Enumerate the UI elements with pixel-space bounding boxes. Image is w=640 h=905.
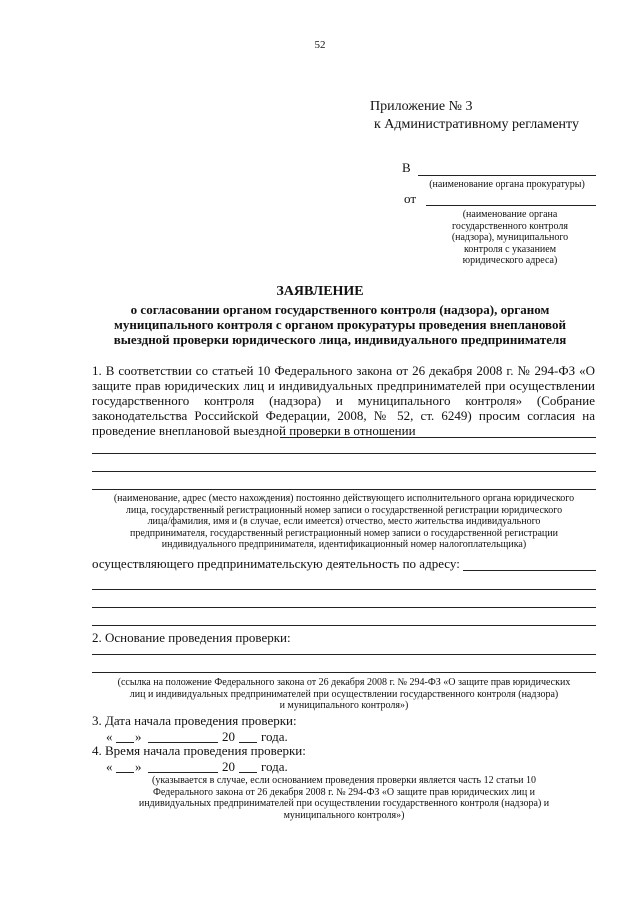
to-field-line (418, 175, 596, 176)
section-2-line-1 (92, 654, 596, 655)
section-1-line-2 (92, 471, 596, 472)
section-1-note: (наименование, адрес (место нахождения) постоянно действующего исполнительного органа юридического лица, государственный регистрационный номер записи о государственной регистрации юридического лица/фамилия, имя и (в случае, если имеется) отчество, место жительства индивидуального предпринимателя, государственный регистрационный номер записи о государственной регистрации индивидуального предпринимателя, идентификационный номер налогоплательщика) (113, 493, 575, 550)
section-4-date-row: « » 20 года. (106, 759, 288, 774)
address-line-2 (92, 607, 596, 608)
section-1-line-3 (92, 489, 596, 490)
section-2-line-2 (92, 672, 596, 673)
appendix-line-2: к Административному регламенту (374, 117, 579, 132)
address-label: осуществляющего предпринимательскую деятельность по адресу: (92, 556, 460, 571)
document-title: ЗАЯВЛЕНИЕ (276, 284, 364, 299)
document-subtitle: о согласовании органом государственного контроля (надзора), органом муниципального контроля с органом прокуратуры проведения внеплановой выездной проверки юридического лица, индивидуального предпринимателя (113, 302, 567, 347)
from-label: от (404, 191, 417, 206)
to-label: В (402, 160, 411, 175)
from-field-line (426, 205, 596, 206)
address-line-3 (92, 625, 596, 626)
from-note: (наименование органа государственного контроля (надзора), муниципального контроля с указанием юридического адреса) (451, 209, 569, 266)
section-3-label: 3. Дата начала проведения проверки: (92, 713, 297, 728)
section-1-inline-line (280, 437, 596, 438)
appendix-line-1: Приложение № 3 (370, 99, 473, 114)
section-1-text: 1. В соответствии со статьей 10 Федерального закона от 26 декабря 2008 г. № 294-ФЗ «О защите прав юридических лиц и индивидуальных предпринимателей при осуществлении государственного контроля (надзора) и муниципального контроля» (Собрание законодательства Российской Федерации, 2008, № 52, ст. 6249) просим согласия на проведение внеплановой выездной проверки в отношении (92, 363, 595, 438)
section-1-line-1 (92, 453, 596, 454)
section-4-note: (указывается в случае, если основанием проведения проверки является часть 12 статьи 10 Федерального закона от 26 декабря 2008 г. № 294-ФЗ «О защите прав юридических лиц и индивидуальных предпринимателей при осуществлении государственного контроля (надзора) и муниципального контроля») (138, 775, 550, 821)
section-2-note: (ссылка на положение Федерального закона от 26 декабря 2008 г. № 294-ФЗ «О защите прав юридических лиц и индивидуальных предпринимателей при осуществлении государственного контроля (надзора) и муниципального контроля») (117, 677, 571, 711)
section-2-label: 2. Основание проведения проверки: (92, 630, 291, 645)
section-4-label: 4. Время начала проведения проверки: (92, 743, 306, 758)
appendix-reference (370, 98, 579, 134)
section-3-date-row: « » 20 года. (106, 729, 288, 744)
to-note: (наименование органа прокуратуры) (429, 179, 585, 190)
address-line-1 (92, 589, 596, 590)
page-number: 52 (314, 39, 326, 51)
address-inline-line (463, 570, 596, 571)
